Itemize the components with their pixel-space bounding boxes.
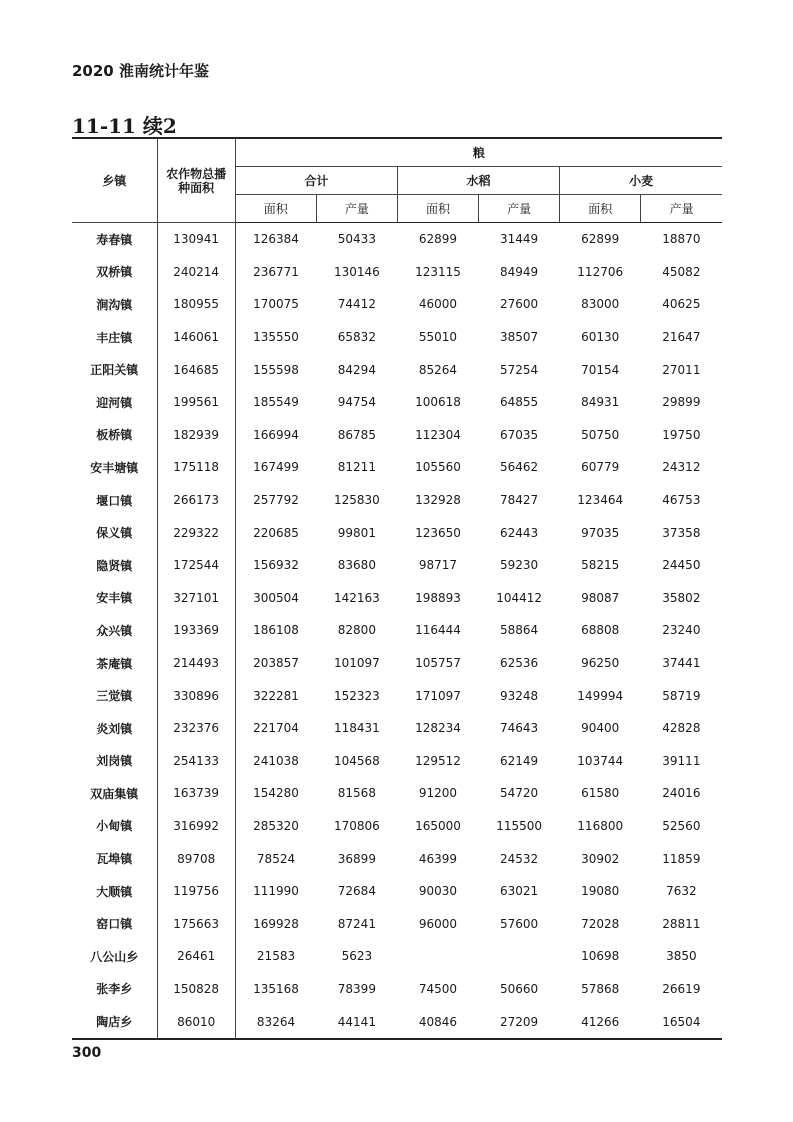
rice-area: 116444	[415, 623, 461, 638]
grain-area: 126384	[253, 232, 299, 247]
rice-area: 46000	[418, 297, 458, 312]
wheat-output: 28811	[662, 916, 701, 931]
rice-area: 100618	[415, 395, 461, 410]
rice-output: 67035	[500, 427, 539, 442]
total-sown-area: 199561	[157, 386, 235, 419]
rice-area: 129512	[415, 753, 461, 768]
wheat-output: 46753	[662, 493, 701, 508]
grain-output: 72684	[337, 884, 376, 899]
grain-output: 83680	[337, 558, 376, 573]
table-row	[72, 353, 722, 386]
grain-output: 104568	[333, 753, 380, 768]
wheat-area: 149994	[577, 688, 624, 703]
rice-output: 84949	[500, 264, 539, 279]
header-wheat-output: 产量	[641, 195, 722, 223]
grain-area: 170075	[253, 297, 299, 312]
town-name: 双庙集镇	[72, 777, 157, 810]
grain-output: 87241	[337, 916, 376, 931]
total-sown-area: 89708	[157, 842, 235, 875]
table-row	[72, 419, 722, 452]
grain-output: 5623	[341, 949, 373, 964]
town-name: 双桥镇	[72, 256, 157, 289]
wheat-area: 98087	[581, 590, 620, 605]
header-total-output: 产量	[316, 195, 397, 223]
rice-area: 85264	[418, 362, 458, 377]
statistics-table	[72, 137, 722, 1040]
grain-output: 81211	[337, 460, 376, 475]
rice-output: 50660	[500, 981, 539, 996]
table-body	[72, 223, 722, 1039]
total-sown-area: 146061	[157, 321, 235, 354]
town-name: 大顺镇	[72, 875, 157, 908]
total-sown-area: 172544	[157, 549, 235, 582]
total-sown-area: 240214	[157, 256, 235, 289]
rice-area: 98717	[418, 558, 458, 573]
grain-area: 169928	[253, 916, 299, 931]
grain-output: 130146	[333, 264, 380, 279]
table-row	[72, 223, 722, 256]
rice-output: 115500	[496, 818, 542, 833]
wheat-area: 19080	[581, 884, 620, 899]
wheat-output: 24016	[662, 786, 701, 801]
rice-output: 93248	[500, 688, 539, 703]
rice-area: 74500	[418, 981, 458, 996]
wheat-area: 84931	[581, 395, 620, 410]
grain-area: 156932	[253, 558, 299, 573]
header-total-area: 面积	[235, 195, 316, 223]
rice-area: 123650	[415, 525, 461, 540]
table-row	[72, 386, 722, 419]
town-name: 板桥镇	[72, 419, 157, 452]
rice-output: 104412	[496, 590, 542, 605]
rice-area: 198893	[415, 590, 461, 605]
rice-output: 62443	[500, 525, 539, 540]
wheat-output: 29899	[662, 395, 701, 410]
rice-output: 27600	[500, 297, 539, 312]
town-name: 陶店乡	[72, 1005, 157, 1039]
table-row	[72, 256, 722, 289]
grain-output: 81568	[337, 786, 376, 801]
grain-area: 166994	[253, 427, 299, 442]
total-sown-area: 164685	[157, 353, 235, 386]
wheat-area: 123464	[577, 493, 624, 508]
rice-area: 90030	[418, 884, 458, 899]
grain-area: 167499	[253, 460, 299, 475]
total-sown-area: 119756	[157, 875, 235, 908]
table-row	[72, 777, 722, 810]
grain-output: 152323	[333, 688, 380, 703]
total-sown-area: 182939	[157, 419, 235, 452]
table-row	[72, 875, 722, 908]
wheat-area: 62899	[581, 232, 620, 247]
wheat-output: 7632	[666, 884, 697, 899]
rice-area: 128234	[415, 721, 461, 736]
table-row	[72, 712, 722, 745]
grain-area: 154280	[253, 786, 299, 801]
wheat-area: 60779	[581, 460, 620, 475]
grain-area: 300504	[253, 590, 299, 605]
wheat-area: 90400	[581, 721, 620, 736]
grain-area: 186108	[253, 623, 299, 638]
rice-area: 123115	[415, 264, 461, 279]
grain-area: 241038	[253, 753, 299, 768]
wheat-output: 45082	[662, 264, 701, 279]
total-sown-area: 229322	[157, 516, 235, 549]
rice-output: 57600	[500, 916, 539, 931]
town-name: 张李乡	[72, 973, 157, 1006]
header-grain-total: 合计	[235, 167, 397, 195]
rice-area	[397, 940, 478, 973]
rice-output	[479, 940, 560, 973]
table-row	[72, 582, 722, 615]
grain-area: 135550	[253, 330, 299, 345]
town-name: 正阳关镇	[72, 353, 157, 386]
grain-output: 50433	[337, 232, 376, 247]
total-sown-area: 316992	[157, 810, 235, 843]
total-sown-area: 175663	[157, 907, 235, 940]
rice-output: 56462	[500, 460, 539, 475]
town-name: 安丰塘镇	[72, 451, 157, 484]
book-title: 2020 淮南统计年鉴	[72, 62, 209, 80]
table-row	[72, 1005, 722, 1039]
wheat-output: 37358	[662, 525, 701, 540]
wheat-output: 18870	[662, 232, 701, 247]
table-row	[72, 484, 722, 517]
table-row	[72, 321, 722, 354]
wheat-output: 42828	[662, 721, 701, 736]
rice-output: 78427	[500, 493, 539, 508]
header-total-line1: 农作物总播	[166, 166, 227, 181]
rice-area: 62899	[418, 232, 458, 247]
rice-area: 55010	[418, 330, 458, 345]
rice-output: 62536	[500, 656, 539, 671]
table-row	[72, 451, 722, 484]
rice-area: 91200	[418, 786, 458, 801]
grain-area: 83264	[235, 1005, 316, 1039]
town-name: 瓦埠镇	[72, 842, 157, 875]
rice-output: 31449	[500, 232, 539, 247]
wheat-area: 10698	[581, 949, 620, 964]
wheat-output: 3850	[666, 949, 697, 964]
wheat-output: 21647	[662, 330, 701, 345]
grain-area: 111990	[253, 884, 299, 899]
grain-output: 101097	[333, 656, 380, 671]
grain-area: 155598	[253, 362, 299, 377]
wheat-area: 103744	[577, 753, 624, 768]
grain-output: 44141	[316, 1005, 397, 1039]
header-rice: 水稻	[397, 167, 559, 195]
total-sown-area: 254133	[157, 745, 235, 778]
wheat-output: 23240	[662, 623, 701, 638]
total-sown-area: 163739	[157, 777, 235, 810]
wheat-area: 41266	[560, 1005, 641, 1039]
grain-area: 21583	[256, 949, 296, 964]
header-rice-output: 产量	[479, 195, 560, 223]
rice-area: 96000	[418, 916, 458, 931]
header-town: 乡镇	[72, 138, 157, 223]
table-row	[72, 745, 722, 778]
wheat-area: 96250	[581, 656, 620, 671]
town-name: 小甸镇	[72, 810, 157, 843]
header-wheat: 小麦	[560, 167, 722, 195]
grain-output: 36899	[337, 851, 376, 866]
wheat-output: 24312	[662, 460, 701, 475]
rice-output: 63021	[500, 884, 539, 899]
table-row	[72, 940, 722, 973]
grain-output: 82800	[337, 623, 376, 638]
town-name: 刘岗镇	[72, 745, 157, 778]
wheat-area: 70154	[581, 362, 620, 377]
table-row	[72, 549, 722, 582]
wheat-output: 27011	[662, 362, 701, 377]
rice-area: 132928	[415, 493, 461, 508]
header-wheat-area: 面积	[560, 195, 641, 223]
grain-area: 236771	[253, 264, 299, 279]
wheat-output: 11859	[662, 851, 701, 866]
grain-output: 86785	[337, 427, 376, 442]
rice-area: 46399	[418, 851, 458, 866]
wheat-output: 37441	[662, 656, 701, 671]
grain-output: 99801	[337, 525, 376, 540]
town-name: 迎河镇	[72, 386, 157, 419]
rice-output: 58864	[500, 623, 539, 638]
rice-output: 54720	[500, 786, 539, 801]
rice-area: 112304	[415, 427, 461, 442]
rice-output: 24532	[500, 851, 539, 866]
wheat-output: 40625	[662, 297, 701, 312]
grain-output: 125830	[333, 493, 380, 508]
town-name: 安丰镇	[72, 582, 157, 615]
rice-area: 165000	[415, 818, 461, 833]
wheat-area: 112706	[577, 264, 624, 279]
grain-output: 74412	[337, 297, 376, 312]
wheat-area: 116800	[577, 818, 624, 833]
wheat-area: 30902	[581, 851, 620, 866]
table-row	[72, 679, 722, 712]
total-sown-area: 266173	[157, 484, 235, 517]
town-name: 八公山乡	[72, 940, 157, 973]
grain-area: 203857	[253, 656, 299, 671]
total-sown-area: 193369	[157, 614, 235, 647]
rice-area: 105560	[415, 460, 461, 475]
header-total-sown-area	[157, 138, 235, 223]
wheat-area: 57868	[581, 981, 620, 996]
wheat-area: 50750	[581, 427, 620, 442]
grain-area: 221704	[253, 721, 299, 736]
rice-output: 62149	[500, 753, 539, 768]
wheat-output: 58719	[662, 688, 701, 703]
town-name: 窑口镇	[72, 907, 157, 940]
grain-area: 285320	[253, 818, 299, 833]
total-sown-area: 180955	[157, 288, 235, 321]
table-row	[72, 647, 722, 680]
wheat-area: 72028	[581, 916, 620, 931]
header-total-line2: 种面积	[178, 180, 215, 195]
wheat-output: 39111	[662, 753, 701, 768]
rice-output: 57254	[500, 362, 539, 377]
rice-area: 105757	[415, 656, 461, 671]
grain-output: 84294	[337, 362, 376, 377]
wheat-output: 52560	[662, 818, 701, 833]
town-name: 三觉镇	[72, 679, 157, 712]
grain-output: 65832	[337, 330, 376, 345]
page-number: 300	[72, 1045, 102, 1061]
grain-area: 135168	[253, 981, 299, 996]
town-name: 隐贤镇	[72, 549, 157, 582]
town-name: 茶庵镇	[72, 647, 157, 680]
rice-area: 171097	[415, 688, 461, 703]
total-sown-area: 175118	[157, 451, 235, 484]
grain-area: 220685	[253, 525, 299, 540]
rice-output: 64855	[500, 395, 539, 410]
wheat-output: 16504	[641, 1005, 722, 1039]
town-name: 堰口镇	[72, 484, 157, 517]
rice-output: 74643	[500, 721, 539, 736]
total-sown-area: 26461	[157, 940, 235, 973]
grain-area: 322281	[253, 688, 299, 703]
wheat-area: 60130	[581, 330, 620, 345]
town-name: 丰庄镇	[72, 321, 157, 354]
town-name: 涧沟镇	[72, 288, 157, 321]
wheat-area: 83000	[581, 297, 620, 312]
grain-output: 78399	[337, 981, 376, 996]
wheat-area: 61580	[581, 786, 620, 801]
rice-output: 38507	[500, 330, 539, 345]
rice-output: 59230	[500, 558, 539, 573]
wheat-output: 35802	[662, 590, 701, 605]
table-row	[72, 973, 722, 1006]
total-sown-area: 214493	[157, 647, 235, 680]
town-name: 众兴镇	[72, 614, 157, 647]
grain-area: 78524	[256, 851, 296, 866]
total-sown-area: 86010	[157, 1005, 235, 1039]
table-number: 11-11 续2	[72, 114, 177, 138]
grain-output: 118431	[333, 721, 380, 736]
grain-output: 94754	[337, 395, 376, 410]
grain-area: 257792	[253, 493, 299, 508]
rice-output: 27209	[479, 1005, 560, 1039]
grain-output: 170806	[333, 818, 380, 833]
table-row	[72, 614, 722, 647]
table-row	[72, 907, 722, 940]
total-sown-area: 130941	[157, 223, 235, 256]
wheat-output: 19750	[662, 427, 701, 442]
wheat-output: 24450	[662, 558, 701, 573]
table-row	[72, 288, 722, 321]
town-name: 寿春镇	[72, 223, 157, 256]
town-name: 炎刘镇	[72, 712, 157, 745]
table-row	[72, 810, 722, 843]
table-row	[72, 842, 722, 875]
total-sown-area: 150828	[157, 973, 235, 1006]
table-row	[72, 516, 722, 549]
header-rice-area: 面积	[397, 195, 478, 223]
grain-area: 185549	[253, 395, 299, 410]
wheat-output: 26619	[662, 981, 701, 996]
rice-area: 40846	[397, 1005, 478, 1039]
total-sown-area: 330896	[157, 679, 235, 712]
wheat-area: 68808	[581, 623, 620, 638]
header-grain: 粮	[235, 138, 722, 167]
wheat-area: 97035	[581, 525, 620, 540]
total-sown-area: 327101	[157, 582, 235, 615]
grain-output: 142163	[333, 590, 380, 605]
total-sown-area: 232376	[157, 712, 235, 745]
town-name: 保义镇	[72, 516, 157, 549]
wheat-area: 58215	[581, 558, 620, 573]
